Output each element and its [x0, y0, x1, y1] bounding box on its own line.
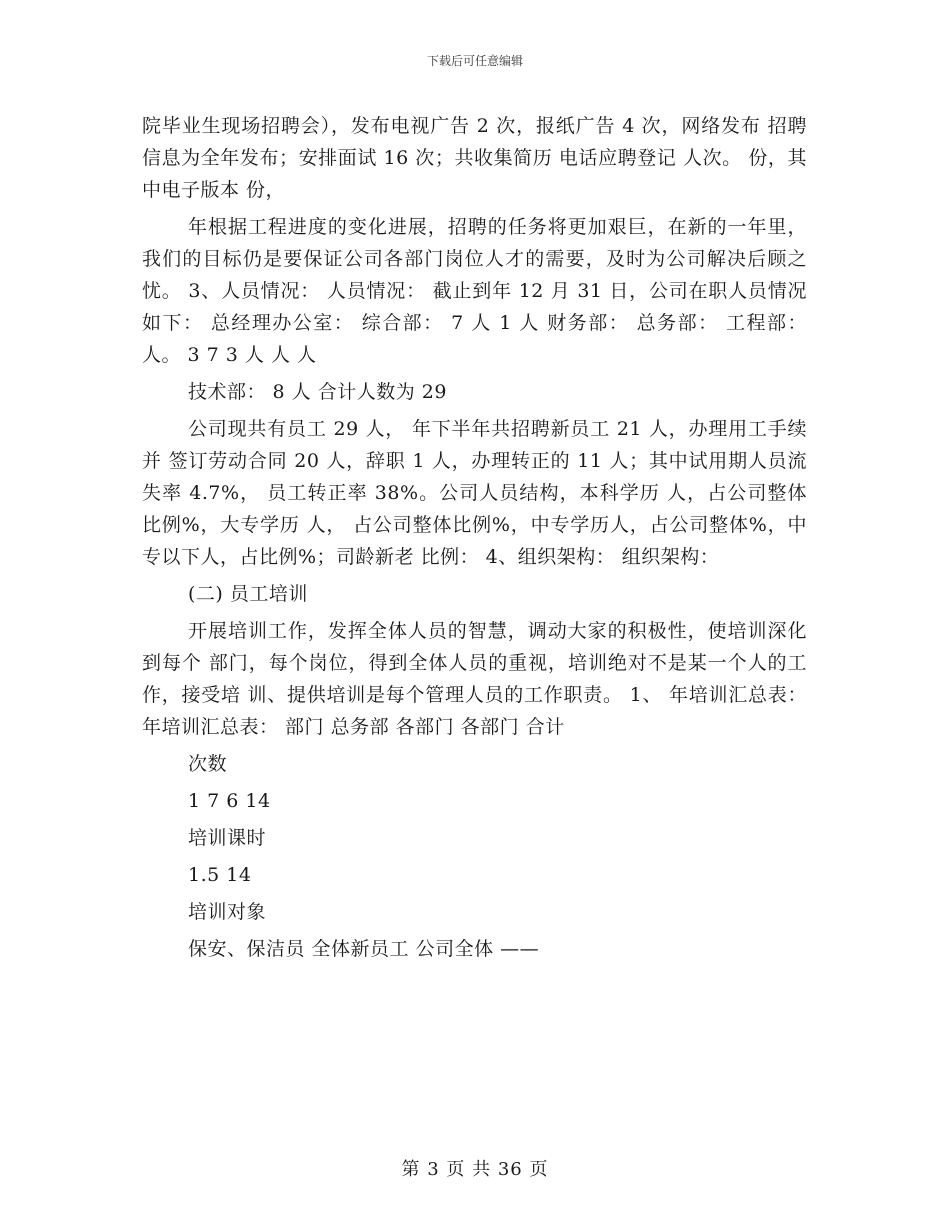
document-body [142, 110, 807, 970]
page-header: 下载后可任意编辑 [426, 54, 523, 68]
paragraph-training: 开展培训工作，发挥全体人员的智慧，调动大家的积极性，使培训深化到每个 部门，每个岗位，得到全体人员的重视，培训绝对不是某一个人的工作，接受培 训、提供培训是每个管理人员的工作职责。 1、 年培训汇总表：年培训汇总表： 部门 总务部 各部门 各部门 合计 [142, 620, 807, 738]
page-footer: 第 3 页 共 36 页 [401, 1159, 549, 1180]
line-count-label: 次数 [188, 753, 228, 775]
line-count-values: 1 7 6 14 [188, 790, 271, 812]
line-hours-values: 1.5 14 [188, 864, 252, 886]
paragraph-staff-structure: 公司现共有员工 29 人， 年下半年共招聘新员工 21 人，办理用工手续并 签订劳动合同 20 人，辞职 1 人，办理转正的 11 人；其中试用期人员流失率 4.7%， 员工转正率 38%。公司人员结构，本科学历 人，占公司整体比例%，大专学历 人， 占公司整体比例%，中专学历人，占公司整体%，中专以下人，占比例%；司龄新老 比例： 4、组织架构： 组织架构： [142, 418, 807, 568]
paragraph-tech-department: 技术部： 8 人 合计人数为 29 [188, 381, 447, 403]
line-target-label: 培训对象 [188, 901, 267, 923]
line-hours-label: 培训课时 [188, 827, 267, 849]
paragraph-recruitment-goals: 年根据工程进度的变化进展，招聘的任务将更加艰巨，在新的一年里， 我们的目标仍是要保证公司各部门岗位人才的需要，及时为公司解决后顾之忧。 3、人员情况： 人员情况： 截止到年 12 月 31 日，公司在职人员情况如下： 总经理办公室： 综合部： 7 人 1 人 财务部： 总务部： 工程部： 人。 3 7 3 人 人 人 [142, 216, 807, 366]
paragraph-recruitment-ads: 院毕业生现场招聘会），发布电视广告 2 次，报纸广告 4 次，网络发布 招聘信息为全年发布；安排面试 16 次；共收集简历 电话应聘登记 人次。 份，其中电子版本 份， [142, 115, 807, 201]
section-heading-training: (二) 员工培训 [188, 583, 308, 605]
line-target-values: 保安、保洁员 全体新员工 公司全体 —— [188, 938, 540, 960]
